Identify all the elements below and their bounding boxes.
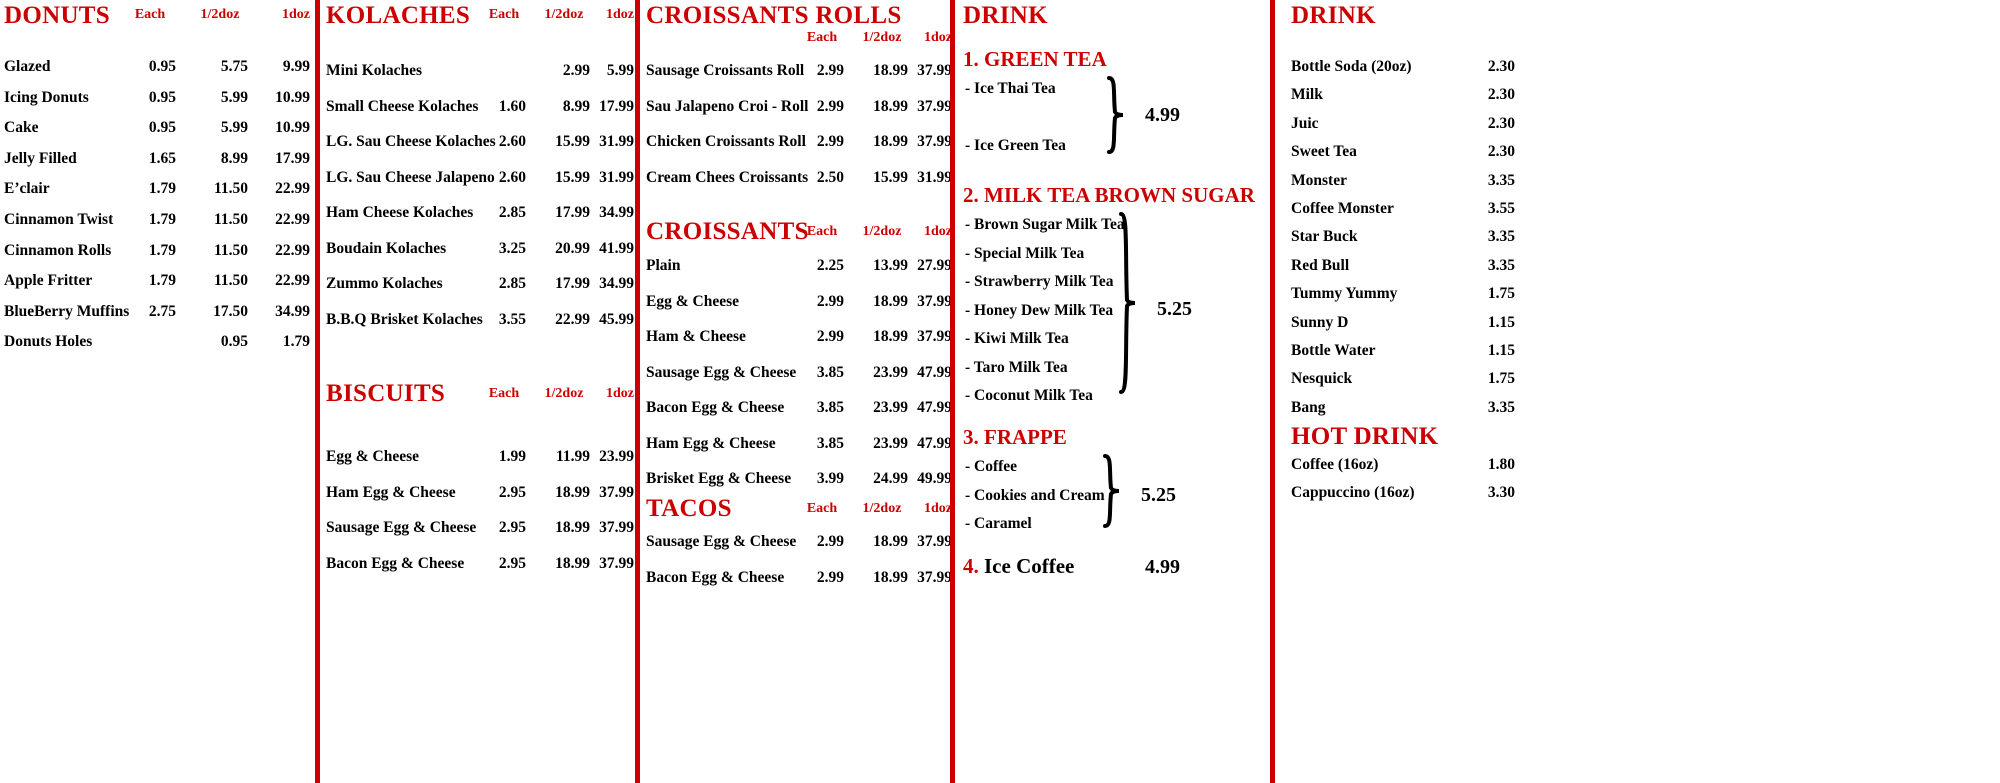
item-price-doz: 37.99 [917, 292, 952, 310]
column-croissants [635, 0, 950, 783]
item-price-each: 2.99 [816, 62, 844, 79]
ice-coffee-price: 4.99 [1145, 556, 1180, 578]
column-header-doz: 1doz [282, 7, 310, 22]
item-price-each: 1.65 [148, 149, 176, 167]
item-price-halfdoz: 18.99 [873, 97, 908, 115]
item-price-each: 1.79 [148, 272, 176, 290]
item-price-doz: 34.99 [599, 275, 634, 292]
item-price: 3.55 [1487, 200, 1515, 217]
section-title-drink-specialty: DRINK [963, 2, 1048, 29]
item-name: Sausage Egg & Cheese [646, 533, 797, 550]
drink-item-row [1275, 342, 2000, 364]
drink-item-row [1275, 484, 2000, 506]
item-price-each: 2.95 [498, 483, 526, 501]
item-price-each: 1.79 [148, 211, 176, 228]
item-price-doz: 34.99 [275, 302, 310, 320]
item-price-halfdoz: 17.99 [555, 204, 590, 221]
item-price-halfdoz: 11.50 [213, 241, 248, 259]
section-title-croissants-rolls: CROISSANTS ROLLS [646, 2, 902, 29]
column-donuts [0, 0, 315, 783]
drink-option: - Coconut Milk Tea [965, 387, 1093, 404]
item-name: Bacon Egg & Cheese [646, 399, 785, 416]
section-title-hot-drink: HOT DRINK [1291, 423, 1439, 450]
item-price-doz: 45.99 [599, 310, 634, 328]
croissants-header-each: Each [806, 224, 838, 239]
item-name: Juic [1291, 114, 1319, 132]
item-name: Chicken Croissants Roll [646, 133, 806, 150]
tacos-header-each: Each [806, 501, 838, 516]
item-price: 3.35 [1487, 228, 1515, 246]
item-price-halfdoz: 18.99 [873, 292, 908, 310]
croissants-header-doz: 1doz [924, 224, 952, 239]
section-title-biscuits: BISCUITS [326, 380, 446, 407]
item-name: Donuts Holes [4, 333, 93, 351]
item-price-doz: 22.99 [275, 241, 310, 259]
item-name: Ham & Cheese [646, 328, 746, 345]
item-price: 1.75 [1487, 370, 1515, 388]
item-price-halfdoz: 17.99 [555, 275, 590, 292]
item-name: E’clair [4, 180, 50, 198]
drink-item-row [1275, 370, 2000, 392]
drink-option: - Ice Thai Tea [965, 80, 1056, 97]
item-price-each: 2.95 [498, 519, 526, 536]
item-price-halfdoz: 24.99 [873, 470, 908, 487]
item-price-doz: 47.99 [917, 434, 952, 452]
menu-item-row [320, 311, 635, 333]
item-price-each: 2.99 [816, 97, 844, 115]
item-price-halfdoz: 8.99 [220, 149, 248, 167]
drink-item-row [1275, 314, 2000, 336]
drink-option: - Coffee [965, 458, 1018, 475]
croissants-rolls-header-halfdoz: 1/2doz [862, 30, 902, 45]
item-price-doz: 10.99 [275, 88, 310, 106]
menu-item-row [640, 328, 950, 350]
item-name: Apple Fritter [4, 272, 93, 290]
item-price-halfdoz: 18.99 [873, 328, 908, 345]
item-name: Bacon Egg & Cheese [326, 554, 465, 572]
drink-item-row [1275, 58, 2000, 80]
menu-item-row [0, 333, 315, 355]
menu-item-row [0, 58, 315, 80]
menu-item-row [640, 293, 950, 315]
item-name: Sausage Egg & Cheese [326, 519, 477, 536]
drink-option: - Ice Green Tea [965, 137, 1066, 154]
item-price-doz: 47.99 [917, 399, 952, 416]
drink-item-row [1275, 399, 2000, 421]
price-brace-icon [1103, 454, 1123, 528]
menu-item-row [0, 272, 315, 294]
item-name: Tummy Yummy [1291, 285, 1398, 303]
column-kolaches [315, 0, 635, 783]
item-price-halfdoz: 15.99 [873, 168, 908, 186]
drink-item-row [1275, 143, 2000, 165]
item-name: Bottle Water [1291, 342, 1376, 359]
item-price-doz: 37.99 [917, 62, 952, 79]
item-price-halfdoz: 18.99 [873, 568, 908, 586]
section-title-kolaches: KOLACHES [326, 2, 471, 29]
menu-item-row [640, 98, 950, 120]
item-price: 2.30 [1487, 58, 1515, 75]
item-price: 3.35 [1487, 256, 1515, 274]
item-name: Plain [646, 257, 681, 274]
menu-item-row [0, 89, 315, 111]
item-price-doz: 37.99 [599, 483, 634, 501]
item-name: Coffee Monster [1291, 200, 1394, 217]
menu-item-row [0, 150, 315, 172]
drink-option: - Strawberry Milk Tea [965, 273, 1114, 290]
item-price-each: 3.99 [816, 470, 844, 487]
item-price-each: 2.50 [816, 168, 844, 186]
item-name: Milk [1291, 86, 1323, 104]
item-name: Jelly Filled [4, 149, 77, 167]
item-name: Bacon Egg & Cheese [646, 568, 785, 586]
item-name: Bang [1291, 398, 1326, 416]
menu-item-row [640, 257, 950, 279]
menu-item-row [320, 204, 635, 226]
item-price-each: 2.99 [816, 533, 844, 550]
item-name: Zummo Kolaches [326, 275, 443, 292]
drink-option: - Honey Dew Milk Tea [965, 301, 1114, 319]
biscuits-header-doz: 1doz [606, 386, 634, 401]
item-name: LG. Sau Cheese Jalapeno [326, 168, 495, 186]
item-name: Cream Chees Croissants [646, 168, 809, 186]
item-price-each: 1.79 [148, 241, 176, 259]
item-price-each: 2.85 [498, 275, 526, 292]
section-title-tacos: TACOS [646, 495, 732, 522]
item-price-halfdoz: 18.99 [873, 533, 908, 550]
section-title-drink-bottled: DRINK [1291, 2, 1376, 29]
item-price-halfdoz: 5.99 [220, 88, 248, 106]
drink-group-price: 5.25 [1141, 484, 1176, 506]
menu-item-row [640, 533, 950, 555]
item-price: 1.75 [1487, 285, 1515, 303]
drink-group-price: 4.99 [1145, 104, 1180, 126]
drink-option: - Caramel [965, 515, 1032, 532]
item-price-each: 2.75 [148, 302, 176, 320]
item-price-halfdoz: 17.50 [213, 302, 248, 320]
menu-item-row [320, 169, 635, 191]
item-price-each: 2.99 [816, 292, 844, 310]
menu-item-row [640, 569, 950, 591]
tacos-header-doz: 1doz [924, 501, 952, 516]
item-name: Star Buck [1291, 228, 1358, 246]
menu-item-row [0, 303, 315, 325]
item-price-halfdoz: 23.99 [873, 363, 908, 381]
item-name: Sweet Tea [1291, 143, 1357, 161]
item-price: 3.30 [1487, 484, 1515, 502]
drink-option: - Kiwi Milk Tea [965, 330, 1069, 347]
item-name: Sausage Croissants Roll [646, 62, 805, 79]
item-price-doz: 37.99 [599, 519, 634, 536]
item-name: Brisket Egg & Cheese [646, 470, 792, 487]
biscuits-header-each: Each [488, 386, 520, 401]
menu-item-row [320, 555, 635, 577]
item-price-each: 2.99 [816, 328, 844, 345]
item-price-doz: 37.99 [917, 133, 952, 150]
menu-item-row [320, 240, 635, 262]
item-name: Egg & Cheese [326, 448, 419, 465]
drink-option: - Cookies and Cream [965, 486, 1105, 504]
item-name: Nesquick [1291, 370, 1353, 388]
item-price-halfdoz: 20.99 [555, 239, 590, 257]
item-price-each: 3.85 [816, 434, 844, 452]
item-price-halfdoz: 5.99 [220, 119, 248, 137]
item-price-halfdoz: 18.99 [555, 483, 590, 501]
item-price-doz: 37.99 [917, 97, 952, 115]
item-price-halfdoz: 11.50 [213, 272, 248, 290]
item-name: Boudain Kolaches [326, 239, 447, 257]
item-price-halfdoz: 15.99 [555, 133, 590, 150]
item-name: Sausage Egg & Cheese [646, 363, 797, 381]
item-price-halfdoz: 0.95 [220, 333, 248, 351]
item-price-halfdoz: 15.99 [555, 168, 590, 186]
item-price: 1.15 [1487, 342, 1515, 359]
menu-item-row [320, 519, 635, 541]
item-price-each: 2.99 [816, 133, 844, 150]
drink-item-row [1275, 257, 2000, 279]
item-price-halfdoz: 11.50 [213, 180, 248, 198]
column-specialty-drinks [950, 0, 1270, 783]
item-price-each: 1.60 [498, 97, 526, 115]
item-price-doz: 34.99 [599, 204, 634, 221]
item-name: Cake [4, 119, 39, 137]
item-price-doz: 17.99 [275, 149, 310, 167]
menu-item-row [640, 399, 950, 421]
menu-item-row [320, 484, 635, 506]
menu-item-row [320, 133, 635, 155]
item-price-doz: 23.99 [599, 448, 634, 465]
price-brace-icon [1107, 76, 1127, 154]
item-price-doz: 1.79 [282, 333, 310, 351]
item-price: 3.35 [1487, 398, 1515, 416]
item-price-each: 2.60 [498, 133, 526, 150]
item-name: Mini Kolaches [326, 62, 423, 79]
column-header-halfdoz: 1/2doz [200, 7, 240, 22]
tacos-header-halfdoz: 1/2doz [862, 501, 902, 516]
item-price-doz: 37.99 [917, 533, 952, 550]
drink-option: - Brown Sugar Milk Tea [965, 216, 1125, 233]
item-price-halfdoz: 8.99 [562, 97, 590, 115]
item-price: 2.30 [1487, 114, 1515, 132]
item-price: 3.35 [1487, 171, 1515, 189]
item-price-each: 3.55 [498, 310, 526, 328]
price-brace-icon [1119, 212, 1139, 394]
item-price-doz: 22.99 [275, 272, 310, 290]
item-name: Icing Donuts [4, 88, 89, 106]
item-name: Glazed [4, 58, 51, 75]
item-price-doz: 31.99 [917, 168, 952, 186]
item-price-each: 2.85 [498, 204, 526, 221]
menu-item-row [640, 470, 950, 492]
croissants-header-halfdoz: 1/2doz [862, 224, 902, 239]
drink-item-row [1275, 115, 2000, 137]
ice-coffee-label: 4. Ice Coffee [963, 554, 1075, 578]
item-price-each: 3.85 [816, 399, 844, 416]
item-price-doz: 49.99 [917, 470, 952, 487]
item-price-doz: 37.99 [599, 554, 634, 572]
item-price-each: 2.95 [498, 554, 526, 572]
item-price-each: 3.85 [816, 363, 844, 381]
drink-item-row [1275, 172, 2000, 194]
item-price-each: 3.25 [498, 239, 526, 257]
menu-item-row [0, 180, 315, 202]
item-price-halfdoz: 11.99 [555, 448, 590, 465]
item-price-each: 2.25 [816, 257, 844, 274]
item-price-each: 2.60 [498, 168, 526, 186]
item-name: Sau Jalapeno Croi - Roll [646, 97, 809, 115]
item-name: BlueBerry Muffins [4, 302, 130, 320]
item-price-doz: 37.99 [917, 328, 952, 345]
item-price-doz: 22.99 [275, 180, 310, 198]
item-price-halfdoz: 23.99 [873, 399, 908, 416]
kolaches-header-doz: 1doz [606, 7, 634, 22]
menu-item-row [320, 275, 635, 297]
item-price-each: 0.95 [148, 58, 176, 75]
croissants-rolls-header-doz: 1doz [924, 30, 952, 45]
item-price-each: 0.95 [148, 88, 176, 106]
item-name: Coffee (16oz) [1291, 456, 1379, 473]
item-price: 2.30 [1487, 143, 1515, 161]
item-price-halfdoz: 2.99 [562, 62, 590, 79]
item-price-halfdoz: 18.99 [555, 519, 590, 536]
item-price-doz: 9.99 [282, 58, 310, 75]
drink-option: - Special Milk Tea [965, 244, 1085, 262]
item-name: Cinnamon Rolls [4, 241, 112, 259]
item-price-doz: 5.99 [606, 62, 634, 79]
drink-group-title: 1. GREEN TEA [963, 47, 1107, 71]
drink-item-row [1275, 86, 2000, 108]
item-price-each: 1.99 [498, 448, 526, 465]
menu-item-row [0, 242, 315, 264]
item-price-doz: 41.99 [599, 239, 634, 257]
item-price-each: 1.79 [148, 180, 176, 198]
item-price-doz: 10.99 [275, 119, 310, 137]
item-name: Sunny D [1291, 313, 1349, 331]
item-name: Ham Cheese Kolaches [326, 204, 474, 221]
item-price-halfdoz: 18.99 [873, 62, 908, 79]
item-price-halfdoz: 23.99 [873, 434, 908, 452]
item-name: Bottle Soda (20oz) [1291, 58, 1412, 75]
item-name: Red Bull [1291, 256, 1350, 274]
item-price-doz: 47.99 [917, 363, 952, 381]
drink-item-row [1275, 200, 2000, 222]
menu-item-row [0, 211, 315, 233]
item-price-doz: 22.99 [275, 211, 310, 228]
menu-item-row [0, 119, 315, 141]
item-name: LG. Sau Cheese Kolaches [326, 133, 496, 150]
item-price: 2.30 [1487, 86, 1515, 104]
item-name: Small Cheese Kolaches [326, 97, 479, 115]
item-name: Ham Egg & Cheese [646, 434, 776, 452]
item-name: Egg & Cheese [646, 292, 739, 310]
item-name: Cappuccino (16oz) [1291, 484, 1415, 502]
menu-item-row [640, 169, 950, 191]
menu-item-row [320, 62, 635, 84]
item-price-each: 2.99 [816, 568, 844, 586]
item-price: 1.80 [1487, 456, 1515, 473]
item-price-doz: 17.99 [599, 97, 634, 115]
drink-group-price: 5.25 [1157, 298, 1192, 320]
menu-item-row [640, 133, 950, 155]
item-name: Monster [1291, 171, 1347, 189]
drink-option: - Taro Milk Tea [965, 358, 1068, 376]
drink-group-title: 2. MILK TEA BROWN SUGAR [963, 183, 1255, 207]
menu-item-row [640, 62, 950, 84]
column-header-each: Each [134, 7, 166, 22]
item-price-halfdoz: 13.99 [873, 257, 908, 274]
item-price: 1.15 [1487, 313, 1515, 331]
kolaches-header-each: Each [488, 7, 520, 22]
drink-group-title: 3. FRAPPE [963, 425, 1067, 449]
croissants-rolls-header-each: Each [806, 30, 838, 45]
item-price-doz: 37.99 [917, 568, 952, 586]
menu-item-row [320, 448, 635, 470]
menu-item-row [640, 364, 950, 386]
item-price-each: 0.95 [148, 119, 176, 137]
section-title-donuts: DONUTS [4, 2, 110, 29]
drink-item-row [1275, 456, 2000, 478]
item-price-doz: 31.99 [599, 133, 634, 150]
item-price-doz: 31.99 [599, 168, 634, 186]
item-name: B.B.Q Brisket Kolaches [326, 310, 483, 328]
menu-item-row [320, 98, 635, 120]
item-name: Cinnamon Twist [4, 211, 114, 228]
drink-item-row [1275, 228, 2000, 250]
item-price-halfdoz: 18.99 [873, 133, 908, 150]
menu-item-row [640, 435, 950, 457]
item-price-halfdoz: 22.99 [555, 310, 590, 328]
column-bottled-drinks [1270, 0, 2000, 783]
drink-item-row [1275, 285, 2000, 307]
biscuits-header-halfdoz: 1/2doz [544, 386, 584, 401]
item-price-halfdoz: 5.75 [220, 58, 248, 75]
item-name: Ham Egg & Cheese [326, 483, 456, 501]
item-price-doz: 27.99 [917, 257, 952, 274]
kolaches-header-halfdoz: 1/2doz [544, 7, 584, 22]
item-price-halfdoz: 18.99 [555, 554, 590, 572]
item-price-halfdoz: 11.50 [213, 211, 248, 228]
section-title-croissants: CROISSANTS [646, 218, 809, 245]
